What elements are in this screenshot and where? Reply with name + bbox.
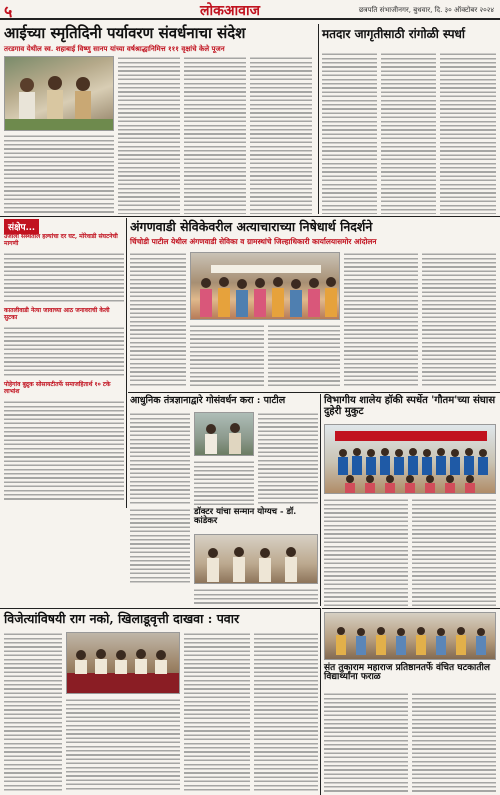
santtukaram-text-col-2 [412, 692, 496, 792]
lead-subhead: तरडगाव येथील स्व. शहाबाई विष्णु सानप यांच्या वर्षश्राद्धानिमित्त १११ वृक्षांचे केले पूजन [4, 44, 225, 53]
doctor-headline: डॉक्टर यांचा सन्मान योग्यच - डॉ. कांडेकर [194, 507, 297, 526]
side-text-col-3 [440, 52, 496, 214]
section-divider [0, 608, 320, 609]
side-top-headline: मतदार जागृतीसाठी रांगोळी स्पर्धा [322, 27, 466, 41]
lead-headline: आईच्या स्मृतिदिनी पर्यावरण संवर्धनाचा संदेश [4, 24, 246, 42]
doctor-text-col-2 [194, 588, 318, 604]
team-photo-icon [325, 425, 496, 494]
brief-headline-1: उजाला संस्थेतील हल्यांचा दर घट, मोरेवाडी संघटनेची मागणी [4, 233, 118, 247]
brief-text-2 [4, 326, 124, 378]
tech-text-col-1 [130, 412, 190, 506]
children-photo-icon [325, 613, 496, 660]
doctor-text-col-1 [130, 508, 190, 584]
pawar-text-col-1 [4, 632, 62, 792]
protest-photo-icon [191, 253, 340, 320]
masthead [0, 0, 500, 20]
anganwadi-photo [190, 252, 340, 320]
brief-headline-2: कातलीवाडी नेत्या जावाच्या आठ जनावराची केली सुटका [4, 307, 110, 321]
tech-text-col-2 [194, 460, 254, 506]
dateline: छत्रपति संभाजीनगर, बुधवार, दि. ३० ऑक्टोबर २०२४ [358, 6, 494, 14]
anganwadi-text-col-4 [344, 252, 418, 388]
pawar-headline: विजेत्यांविषयी राग नको, खिलाडूवृत्ती दाखवा : पवार [4, 611, 240, 626]
meeting-photo-icon [195, 413, 254, 456]
anganwadi-text-col-5 [422, 252, 496, 388]
anganwadi-text-col-1 [130, 252, 186, 388]
brief-text-3 [4, 400, 124, 500]
section-divider [0, 216, 500, 217]
pawar-text-col-2 [184, 632, 250, 792]
santtukaram-headline: संत तुकाराम महाराज प्रतिष्ठानतर्फे वंचित घटकातील विद्यार्थ्यांना फराळ [324, 663, 490, 683]
technology-headline: आधुनिक तंत्रज्ञानाद्वारे गोसंवर्धन करा : पाटील [130, 395, 286, 406]
lead-text-col-2 [184, 56, 246, 214]
stage-photo-icon [67, 633, 180, 694]
side-text-col-1 [322, 52, 377, 214]
lead-text-col-1 [118, 56, 180, 214]
brief-headline-3: पोहेगांव बुद्रुक सोसायटीतर्फे समाजहितार्थ १० टके लाभांश [4, 381, 111, 395]
pawar-text-col-3 [254, 632, 318, 792]
santtukaram-text-col-1 [324, 692, 408, 792]
doctor-photo [194, 534, 318, 584]
hockey-team-photo [324, 424, 496, 494]
side-text-col-2 [381, 52, 436, 214]
tech-photo [194, 412, 254, 456]
column-divider [318, 24, 319, 214]
column-divider [320, 608, 321, 795]
felicitation-photo-icon [195, 535, 318, 584]
anganwadi-text-col-2 [190, 324, 264, 388]
lead-text-col-3 [250, 56, 312, 214]
lead-text-col-0 [4, 134, 114, 214]
pawar-text-col-4 [66, 698, 180, 792]
hockey-headline: विभागीय शालेय हॉकी स्पर्धेत 'गौतम'च्या संघास दुहेरी मुकुट [324, 395, 496, 417]
paper-name: लोकआवाज [200, 3, 260, 19]
section-divider [128, 392, 500, 393]
lead-photo [4, 56, 114, 131]
briefs-label: संक्षेप... [4, 219, 39, 234]
pawar-photo-1 [66, 632, 180, 694]
anganwadi-headline: अंगणवाडी सेविकेवरील अत्याचाराच्या निषेधार्थ निदर्शने [130, 219, 373, 234]
column-divider [320, 394, 321, 606]
hockey-text-col-2 [412, 498, 496, 606]
santtukaram-photo [324, 612, 496, 660]
tech-text-col-3 [258, 412, 318, 506]
anganwadi-text-col-3 [268, 324, 340, 388]
people-photo-icon [5, 57, 114, 131]
hockey-text-col-1 [324, 498, 408, 606]
column-divider [126, 218, 127, 508]
anganwadi-subhead: चिंचोडी पाटील येथील अंगणवाडी सेविका व ग्रामस्थांचे जिल्हाधिकारी कार्यालयासमोर आंदोलन [130, 237, 377, 246]
page-number: ५ [4, 2, 13, 21]
section-divider [322, 608, 500, 609]
brief-text-1 [4, 252, 124, 304]
